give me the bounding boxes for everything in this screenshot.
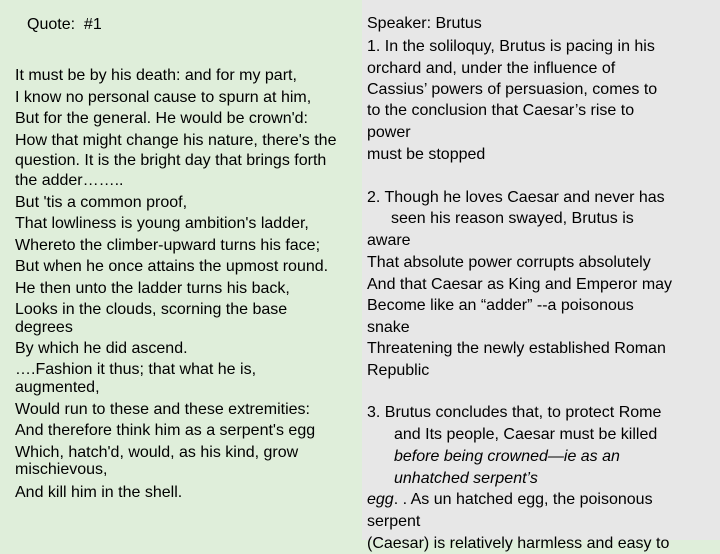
quote-line: And kill him in the shell. bbox=[15, 484, 183, 501]
point-3-line: before being crowned—ie as an bbox=[394, 448, 620, 465]
quote-line: Whereto the climber-upward turns his face; bbox=[15, 237, 321, 254]
point-1-line: power bbox=[367, 124, 411, 141]
point-3-line-partial: (Caesar) is relatively harmless and easy to bbox=[367, 535, 670, 552]
speaker-line: Speaker: Brutus bbox=[367, 15, 482, 32]
point-1-line: to the conclusion that Caesar’s rise to bbox=[367, 102, 635, 119]
quote-line: the adder…….. bbox=[15, 172, 124, 189]
quote-line: I know no personal cause to spurn at him, bbox=[15, 89, 312, 106]
analysis-panel bbox=[362, 0, 720, 552]
quote-line: By which he did ascend. bbox=[15, 340, 188, 357]
point-1-line: 1. In the soliloquy, Brutus is pacing in his bbox=[367, 38, 655, 55]
quote-line: augmented, bbox=[15, 379, 100, 396]
quote-line: And therefore think him as a serpent's egg bbox=[15, 422, 316, 439]
point-3-line: unhatched serpent’s bbox=[394, 470, 538, 487]
quote-line: Would run to these and these extremities: bbox=[15, 401, 310, 418]
point-2-line: Republic bbox=[367, 362, 430, 379]
point-2-line: 2. Though he loves Caesar and never has bbox=[367, 189, 665, 206]
point-2-line: And that Caesar as King and Emperor may bbox=[367, 276, 673, 293]
point-3-line: and Its people, Caesar must be killed bbox=[394, 426, 658, 443]
point-2-line: seen his reason swayed, Brutus is bbox=[391, 210, 634, 227]
point-2-line: Threatening the newly established Roman bbox=[367, 340, 666, 357]
quote-line: How that might change his nature, there's the bbox=[15, 132, 337, 149]
point-2-line: snake bbox=[367, 319, 410, 336]
quote-line: But when he once attains the upmost round. bbox=[15, 258, 329, 275]
quote-line: But 'tis a common proof, bbox=[15, 194, 188, 211]
point-2-line: Become like an “adder” --a poisonous bbox=[367, 297, 634, 314]
quote-line: question. It is the bright day that brings forth bbox=[15, 152, 327, 169]
quote-line: But for the general. He would be crown'd: bbox=[15, 110, 308, 127]
quote-line: Which, hatch'd, would, as his kind, grow bbox=[15, 444, 299, 461]
point-3-line-rest: . . As un hatched egg, the poisonous bbox=[393, 491, 653, 508]
quote-line: ….Fashion it thus; that what he is, bbox=[15, 361, 257, 378]
point-3-italic-word: egg bbox=[367, 491, 394, 508]
quote-line: degrees bbox=[15, 319, 73, 336]
point-3-line: 3. Brutus concludes that, to protect Rome bbox=[367, 404, 662, 421]
point-1-line: must be stopped bbox=[367, 146, 486, 163]
point-3-line bbox=[367, 489, 653, 510]
quote-line: Looks in the clouds, scorning the base bbox=[15, 301, 288, 318]
quote-line: It must be by his death: and for my part, bbox=[15, 67, 297, 84]
point-1-line: Cassius’ powers of persuasion, comes to bbox=[367, 81, 658, 98]
quote-line: He then unto the ladder turns his back, bbox=[15, 280, 290, 297]
quote-line: mischievous, bbox=[15, 461, 108, 478]
point-2-line: That absolute power corrupts absolutely bbox=[367, 254, 651, 271]
quote-label: Quote: #1 bbox=[27, 16, 102, 33]
point-1-line: orchard and, under the influence of bbox=[367, 60, 616, 77]
point-2-line: aware bbox=[367, 232, 411, 249]
point-3-line: serpent bbox=[367, 513, 421, 530]
quote-line: That lowliness is young ambition's ladder, bbox=[15, 215, 309, 232]
